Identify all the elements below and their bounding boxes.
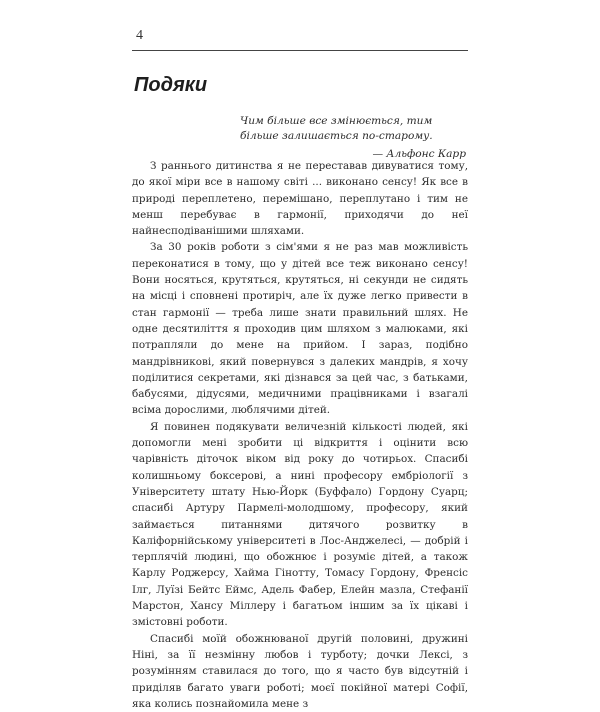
paragraph: Я повинен подякувати величезній кількості людей, які допомогли мені зробити ці відкриття і оцінити всю чарівність діточок віком від року до чотирьох. Спасибі колишньому боксерові, а нині професору ембріології з Університету штату Нью-Йорк (Буффало) Гордону Суарц; спасибі Артуру Пармелі-молодшому, професору, який займається питаннями дитячого розвитку в Каліфорнійському університеті в Лос-Анджелесі, — добрій і терплячій людині, що обожнює і розуміє дітей, а також Карлу Роджерсу, Хайма Гінотту, Томасу Гордону, Френсіс Ілг, Луїзі Бейтс Еймс, Адель Фабер, Елейн мазла, Стефанії Марстон, Хансу Міллеру і багатьом іншим за їх цікаві і змістовні роботи.	[132, 420, 468, 629]
paragraph: За 30 років роботи з сім'ями я не раз мав можливість переконатися в тому, що у дітей все теж виконано сенсу! Вони носяться, крутяться, крутяться, ні секунди не сидять на місці і сповнені протиріч, але їх дуже легко привести в стан гармонії — треба лише знати правильний шлях. Не одне десятиліття я проходив цим шляхом з малюками, які потрапляли до мене на прийом. І зараз, подібно мандрівникові, який повернувся з далеких мандрів, я хочу поділитися секретами, які дізнався за цей час, з батьками, бабусями, дідусями, медичними працівниками і взагалі всіма дорослими, люблячими дітей.	[132, 241, 468, 417]
paragraph: Спасибі моїй обожнюваної другій половині, дружині Ніні, за її незмінну любов і турботу; дочки Лексі, з розумінням ставилася до того, що я часто був відсутній і приділяв багато уваги роботі; моєї покійної матері Софії, яка колись познайомила мене з	[132, 632, 468, 710]
epigraph-quote: Чим більше все змінюється, тим більше залишається по-старому.	[240, 115, 433, 142]
paragraph: З раннього дитинства я не переставав дивуватися тому, до якої міри все в нашому світі ... виконано сенсу! Як все в природі переплетено, перемішано, переплутано і тим не менш перебуває в гармонії, приходячи до неї найнесподіванішими шляхами.	[132, 160, 468, 238]
chapter-title: Подяки	[134, 74, 208, 96]
body-text	[132, 158, 468, 712]
page-number: 4	[136, 28, 143, 43]
header-rule	[132, 50, 468, 51]
epigraph-author: — Альфонс Карр	[372, 148, 466, 160]
epigraph	[240, 114, 466, 162]
